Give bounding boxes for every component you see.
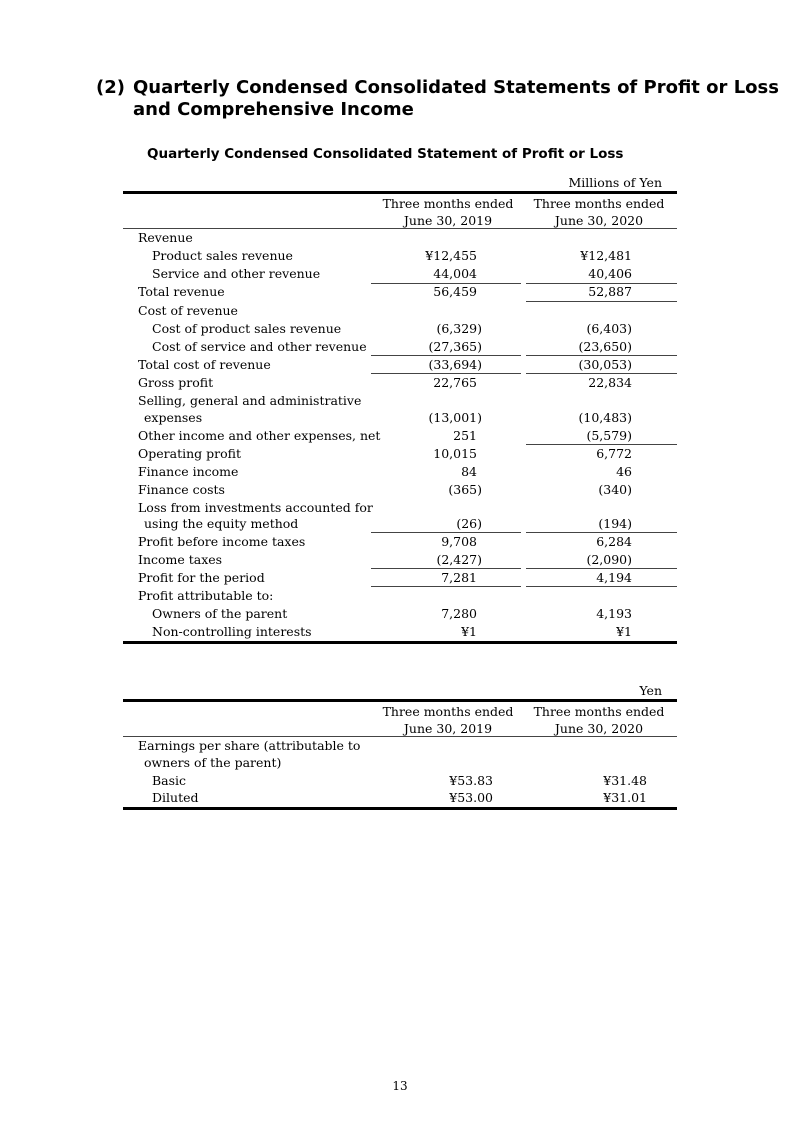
table-row: owners of the parent) bbox=[144, 755, 282, 770]
table-row: Profit before income taxes 9,708 6,284 bbox=[138, 534, 632, 549]
table-row: Diluted ¥53.00 ¥31.01 bbox=[152, 790, 647, 805]
column-header-2020: Three months ended June 30, 2020 bbox=[533, 196, 665, 228]
table-row: Income taxes (2,427) (2,090) bbox=[138, 552, 632, 567]
profit-loss-table bbox=[123, 174, 677, 644]
table-row: Cost of revenue bbox=[138, 303, 238, 318]
table-row: Loss from investments accounted for bbox=[138, 500, 373, 515]
page-number: 13 bbox=[392, 1079, 408, 1093]
unit-label: Yen bbox=[639, 683, 662, 698]
table-row: Revenue bbox=[138, 230, 193, 245]
eps-table bbox=[123, 682, 677, 812]
section-number: (2) bbox=[96, 77, 125, 98]
section-title-line1: Quarterly Condensed Consolidated Statements of Profit or Loss bbox=[133, 77, 779, 98]
table-row: Finance income 84 46 bbox=[138, 464, 632, 479]
column-header-2019: Three months ended June 30, 2019 bbox=[382, 196, 514, 228]
table-row: Cost of product sales revenue (6,329) (6,403) bbox=[152, 321, 632, 336]
table-row: Service and other revenue 44,004 40,406 bbox=[152, 266, 632, 281]
table-row: Profit attributable to: bbox=[138, 588, 274, 603]
table-row: Other income and other expenses, net 251 (5,579) bbox=[138, 428, 632, 443]
table-row: Profit for the period 7,281 4,194 bbox=[138, 570, 632, 585]
section-title-line2: and Comprehensive Income bbox=[133, 99, 414, 120]
table-row: Basic ¥53.83 ¥31.48 bbox=[152, 773, 647, 788]
unit-label: Millions of Yen bbox=[568, 175, 662, 190]
statement-subheading: Quarterly Condensed Consolidated Statement of Profit or Loss bbox=[147, 146, 624, 162]
column-header-2019: Three months ended June 30, 2019 bbox=[382, 704, 514, 736]
table-row: Selling, general and administrative bbox=[138, 393, 362, 408]
table-row: Cost of service and other revenue (27,365) (23,650) bbox=[152, 339, 632, 354]
table-row: Owners of the parent 7,280 4,193 bbox=[152, 606, 632, 621]
table-row: Total revenue 56,459 52,887 bbox=[138, 284, 632, 299]
table-top-rule bbox=[123, 699, 677, 702]
table-row: Earnings per share (attributable to bbox=[138, 738, 361, 753]
table-row: Total cost of revenue (33,694) (30,053) bbox=[138, 357, 632, 372]
table-row: Non-controlling interests ¥1 ¥1 bbox=[152, 624, 632, 639]
table-top-rule bbox=[123, 191, 677, 194]
table-bottom-rule bbox=[123, 641, 677, 644]
table-row: Finance costs (365) (340) bbox=[138, 482, 632, 497]
table-bottom-rule bbox=[123, 807, 677, 810]
table-row: Gross profit 22,765 22,834 bbox=[138, 375, 632, 390]
table-row: Operating profit 10,015 6,772 bbox=[138, 446, 632, 461]
table-row: using the equity method (26) (194) bbox=[144, 516, 632, 531]
column-header-2020: Three months ended June 30, 2020 bbox=[533, 704, 665, 736]
table-row: Product sales revenue ¥12,455 ¥12,481 bbox=[152, 248, 632, 263]
table-row: expenses (13,001) (10,483) bbox=[144, 410, 632, 425]
